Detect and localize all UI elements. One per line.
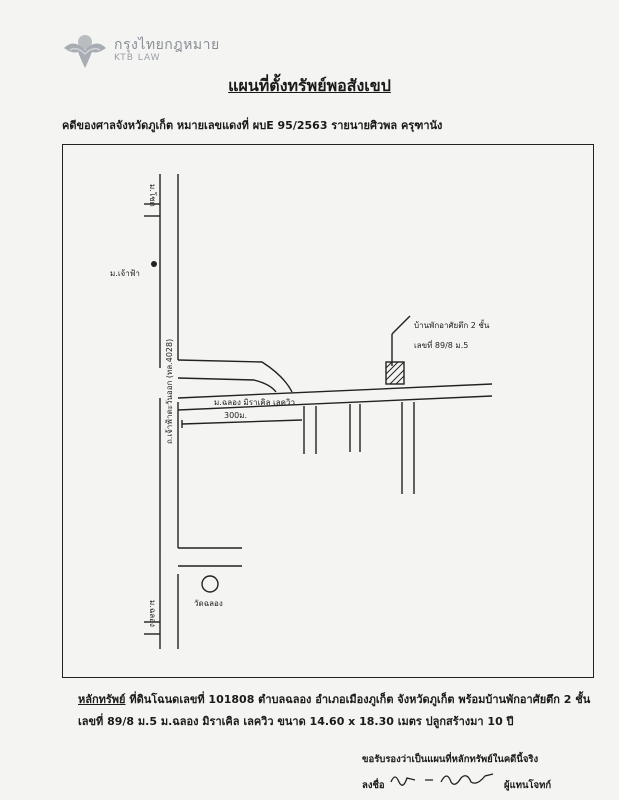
label-soi-top: ม.โชต xyxy=(148,184,157,207)
property-description-line1 xyxy=(78,690,590,708)
document-title: แผนที่ตั้งทรัพย์พอสังเขป xyxy=(228,76,391,95)
signature-label: ลงชื่อ xyxy=(362,780,385,791)
label-distance: 300ม. xyxy=(224,411,248,420)
handwritten-signature xyxy=(385,766,503,792)
certification-text: ขอรับรองว่าเป็นแผนที่หลักทรัพย์ในคดีนี้จริง xyxy=(362,754,539,765)
signer-title: ผู้แทนโจทก์ xyxy=(504,780,552,791)
mosque-symbol-icon xyxy=(151,261,157,267)
logo-text-english: KTB LAW xyxy=(114,53,161,63)
label-soi-bottom: ม.ฉลอง xyxy=(148,600,157,627)
label-main-road: ถ.เจ้าฟ้าตะวันออก (ทล.4028) xyxy=(165,338,174,444)
label-property-line2: เลขที่ 89/8 ม.5 xyxy=(414,341,469,350)
property-description-line2: เลขที่ 89/8 ม.5 ม.ฉลอง มิราเคิล เลควิว ขนาด 14.60 x 18.30 เมตร ปลูกสร้างมา 10 ปี xyxy=(78,715,514,728)
case-reference: คดีของศาลจังหวัดภูเก็ต หมายเลขแดงที่ ผบE 95/2563 รายนายศิวพล ครุฑานัง xyxy=(62,119,443,132)
property-description-lead: หลักทรัพย์ xyxy=(78,693,126,706)
label-property-line1: บ้านพักอาศัยตึก 2 ชั้น xyxy=(414,321,490,330)
label-soi-road: ม.ฉลอง มิราเคิล เลควิว xyxy=(214,398,295,407)
ktb-law-logo xyxy=(62,28,232,72)
garuda-emblem-icon xyxy=(62,28,108,70)
property-marker-icon xyxy=(386,362,404,384)
logo-text-thai: กรุงไทยกฎหมาย xyxy=(114,37,220,53)
label-temple: วัดฉลอง xyxy=(194,599,223,608)
temple-symbol-icon xyxy=(202,576,218,592)
location-map xyxy=(62,144,594,678)
property-description-rest: ที่ดินโฉนดเลขที่ 101808 ตำบลฉลอง อำเภอเมืองภูเก็ต จังหวัดภูเก็ต พร้อมบ้านพักอาศัยตึก 2 ชั้น xyxy=(125,693,591,706)
label-mosque: ม.เจ้าฟ้า xyxy=(110,269,140,278)
